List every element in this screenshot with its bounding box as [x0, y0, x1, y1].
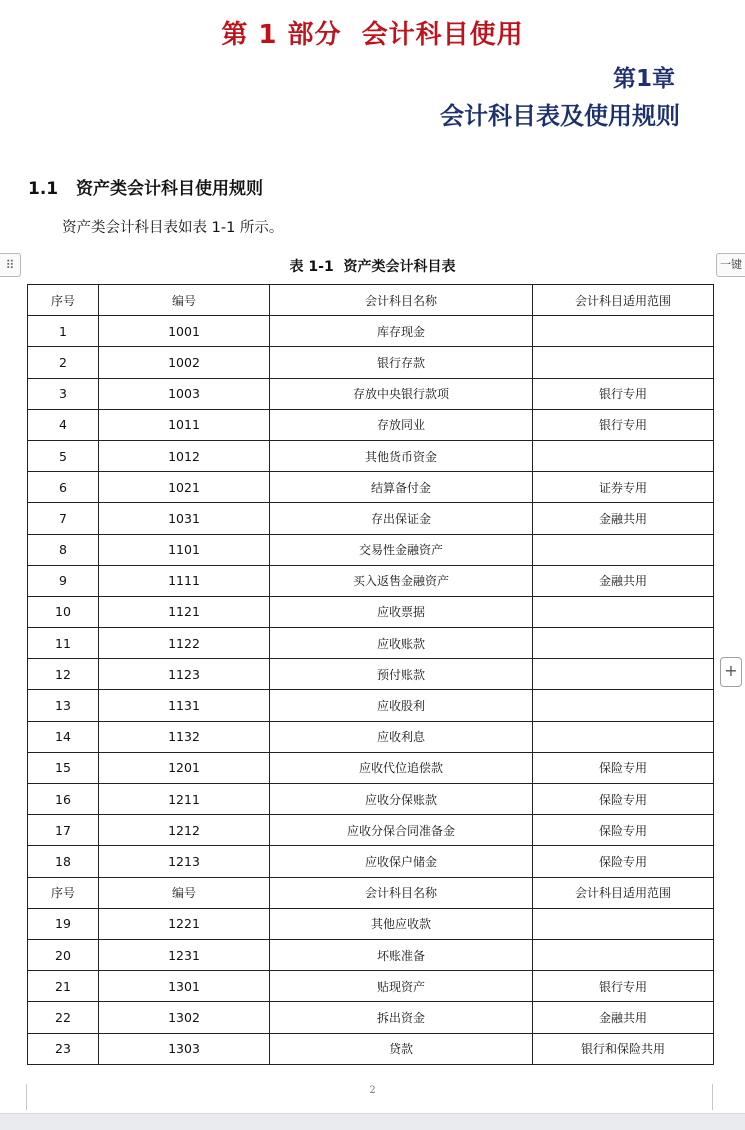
table-row [28, 690, 714, 721]
cell-col-scope[interactable] [533, 690, 714, 721]
table-caption: 表 1-1 资产类会计科目表 [289, 259, 456, 275]
cell-col-seq[interactable]: 14 [28, 721, 99, 752]
cell-col-seq[interactable]: 13 [28, 690, 99, 721]
table-row [28, 846, 714, 877]
table-row [28, 440, 714, 471]
cell-col-name[interactable]: 其他货币资金 [270, 440, 533, 471]
cell-col-seq[interactable]: 9 [28, 565, 99, 596]
table-move-handle-icon[interactable]: ⠿ [0, 253, 21, 277]
status-bar [0, 1113, 745, 1130]
cell-col-code[interactable]: 1101 [99, 534, 270, 565]
cell-col-name[interactable]: 应收保户储金 [270, 846, 533, 877]
table-row [28, 565, 714, 596]
cell-col-code[interactable]: 1031 [99, 503, 270, 534]
cell-col-name[interactable]: 坏账准备 [270, 939, 533, 970]
header-col-scope: 会计科目适用范围 [533, 285, 714, 316]
cell-col-scope[interactable] [533, 939, 714, 970]
cell-col-seq[interactable]: 10 [28, 596, 99, 627]
cell-col-seq[interactable]: 1 [28, 316, 99, 347]
table-row [28, 347, 714, 378]
cell-col-seq[interactable]: 17 [28, 815, 99, 846]
header-col-seq: 序号 [28, 285, 99, 316]
cell-col-code[interactable]: 1211 [99, 784, 270, 815]
table-header-row [28, 285, 714, 316]
cell-col-name[interactable]: 应收票据 [270, 596, 533, 627]
header-col-name: 会计科目名称 [270, 285, 533, 316]
header-col-name: 会计科目名称 [270, 877, 533, 908]
cell-col-seq[interactable]: 2 [28, 347, 99, 378]
table-row [28, 316, 714, 347]
cell-col-name[interactable]: 拆出资金 [270, 1002, 533, 1033]
cell-col-name[interactable]: 应收代位追偿款 [270, 752, 533, 783]
cell-col-name[interactable]: 交易性金融资产 [270, 534, 533, 565]
cell-col-scope[interactable] [533, 534, 714, 565]
cell-col-scope[interactable] [533, 721, 714, 752]
cell-col-seq[interactable]: 4 [28, 409, 99, 440]
cell-col-seq[interactable]: 20 [28, 939, 99, 970]
table-row [28, 815, 714, 846]
cell-col-scope[interactable] [533, 596, 714, 627]
cell-col-scope[interactable]: 银行专用 [533, 971, 714, 1002]
cell-col-seq[interactable]: 6 [28, 472, 99, 503]
cell-col-seq[interactable]: 7 [28, 503, 99, 534]
plus-icon: + [724, 661, 738, 680]
cell-col-seq[interactable]: 15 [28, 752, 99, 783]
cell-col-scope[interactable]: 金融共用 [533, 1002, 714, 1033]
table-row [28, 1033, 714, 1064]
cell-col-name[interactable]: 存出保证金 [270, 503, 533, 534]
header-col-seq: 序号 [28, 877, 99, 908]
table-row [28, 628, 714, 659]
table-row [28, 721, 714, 752]
cell-col-code[interactable]: 1212 [99, 815, 270, 846]
table-row [28, 659, 714, 690]
accounts-table [27, 284, 714, 1065]
cell-col-code[interactable]: 1002 [99, 347, 270, 378]
cell-col-code[interactable]: 1021 [99, 472, 270, 503]
cell-col-code[interactable]: 1012 [99, 440, 270, 471]
section-number: 1.1 [28, 179, 59, 199]
cell-col-code[interactable]: 1001 [99, 316, 270, 347]
table-row [28, 472, 714, 503]
cell-col-code[interactable]: 1213 [99, 846, 270, 877]
cell-col-seq[interactable]: 16 [28, 784, 99, 815]
cell-col-seq[interactable]: 8 [28, 534, 99, 565]
page-number: 2 [369, 1085, 376, 1096]
header-col-scope: 会计科目适用范围 [533, 877, 714, 908]
cell-col-code[interactable]: 1111 [99, 565, 270, 596]
table-row [28, 752, 714, 783]
cell-col-scope[interactable]: 银行专用 [533, 409, 714, 440]
table-row [28, 503, 714, 534]
cell-col-name[interactable]: 存放同业 [270, 409, 533, 440]
cell-col-scope[interactable]: 保险专用 [533, 846, 714, 877]
cell-col-seq[interactable]: 19 [28, 908, 99, 939]
cell-col-scope[interactable]: 保险专用 [533, 784, 714, 815]
cell-col-code[interactable]: 1121 [99, 596, 270, 627]
cell-col-seq[interactable]: 22 [28, 1002, 99, 1033]
table-row [28, 1002, 714, 1033]
cell-col-name[interactable]: 银行存款 [270, 347, 533, 378]
cell-col-name[interactable]: 库存现金 [270, 316, 533, 347]
cell-col-seq[interactable]: 23 [28, 1033, 99, 1064]
cell-col-scope[interactable]: 银行专用 [533, 378, 714, 409]
cell-col-name[interactable]: 应收分保合同准备金 [270, 815, 533, 846]
cell-col-name[interactable]: 应收股利 [270, 690, 533, 721]
cell-col-name[interactable]: 结算备付金 [270, 472, 533, 503]
cell-col-code[interactable]: 1123 [99, 659, 270, 690]
cell-col-scope[interactable]: 证券专用 [533, 472, 714, 503]
cell-col-code[interactable]: 1132 [99, 721, 270, 752]
cell-col-name[interactable]: 存放中央银行款项 [270, 378, 533, 409]
cell-col-scope[interactable] [533, 347, 714, 378]
table-row [28, 596, 714, 627]
table-row [28, 908, 714, 939]
cell-col-name[interactable]: 贴现资产 [270, 971, 533, 1002]
cell-col-seq[interactable]: 21 [28, 971, 99, 1002]
cell-col-name[interactable]: 贷款 [270, 1033, 533, 1064]
section-heading [28, 174, 263, 199]
cell-col-code[interactable]: 1011 [99, 409, 270, 440]
cell-col-seq[interactable]: 18 [28, 846, 99, 877]
quick-action-button[interactable]: 一键 [716, 253, 745, 277]
table-row [28, 534, 714, 565]
chapter-title: 会计科目表及使用规则 [440, 102, 680, 130]
cell-col-scope[interactable] [533, 628, 714, 659]
table-row [28, 784, 714, 815]
cell-col-scope[interactable] [533, 908, 714, 939]
cell-col-code[interactable]: 1201 [99, 752, 270, 783]
cell-col-name[interactable]: 应收利息 [270, 721, 533, 752]
cell-col-name[interactable]: 其他应收款 [270, 908, 533, 939]
part-title: 第 1 部分 会计科目使用 [221, 20, 524, 50]
table-row [28, 939, 714, 970]
cell-col-scope[interactable]: 保险专用 [533, 752, 714, 783]
cell-col-code[interactable]: 1303 [99, 1033, 270, 1064]
add-row-button[interactable] [720, 657, 742, 687]
cell-col-scope[interactable] [533, 316, 714, 347]
chapter-number: 第1章 [612, 66, 675, 92]
cell-col-name[interactable]: 应收分保账款 [270, 784, 533, 815]
cell-col-code[interactable]: 1231 [99, 939, 270, 970]
intro-paragraph: 资产类会计科目表如表 1-1 所示。 [62, 220, 284, 236]
cell-col-scope[interactable]: 金融共用 [533, 565, 714, 596]
cell-col-name[interactable]: 应收账款 [270, 628, 533, 659]
cell-col-name[interactable]: 预付账款 [270, 659, 533, 690]
section-title: 资产类会计科目使用规则 [76, 179, 263, 199]
header-col-code: 编号 [99, 877, 270, 908]
cell-col-scope[interactable] [533, 440, 714, 471]
cell-col-seq[interactable]: 3 [28, 378, 99, 409]
cell-col-code[interactable]: 1221 [99, 908, 270, 939]
cell-col-code[interactable]: 1301 [99, 971, 270, 1002]
cell-col-scope[interactable]: 保险专用 [533, 815, 714, 846]
cell-col-code[interactable]: 1302 [99, 1002, 270, 1033]
cell-col-seq[interactable]: 12 [28, 659, 99, 690]
cell-col-scope[interactable]: 银行和保险共用 [533, 1033, 714, 1064]
cell-col-code[interactable]: 1131 [99, 690, 270, 721]
table-header-row [28, 877, 714, 908]
header-col-code: 编号 [99, 285, 270, 316]
table-row [28, 409, 714, 440]
cell-col-code[interactable]: 1003 [99, 378, 270, 409]
cell-col-name[interactable]: 买入返售金融资产 [270, 565, 533, 596]
cell-col-scope[interactable]: 金融共用 [533, 503, 714, 534]
cell-col-code[interactable]: 1122 [99, 628, 270, 659]
table-row [28, 378, 714, 409]
table-row [28, 971, 714, 1002]
cell-col-seq[interactable]: 11 [28, 628, 99, 659]
cell-col-scope[interactable] [533, 659, 714, 690]
cell-col-seq[interactable]: 5 [28, 440, 99, 471]
